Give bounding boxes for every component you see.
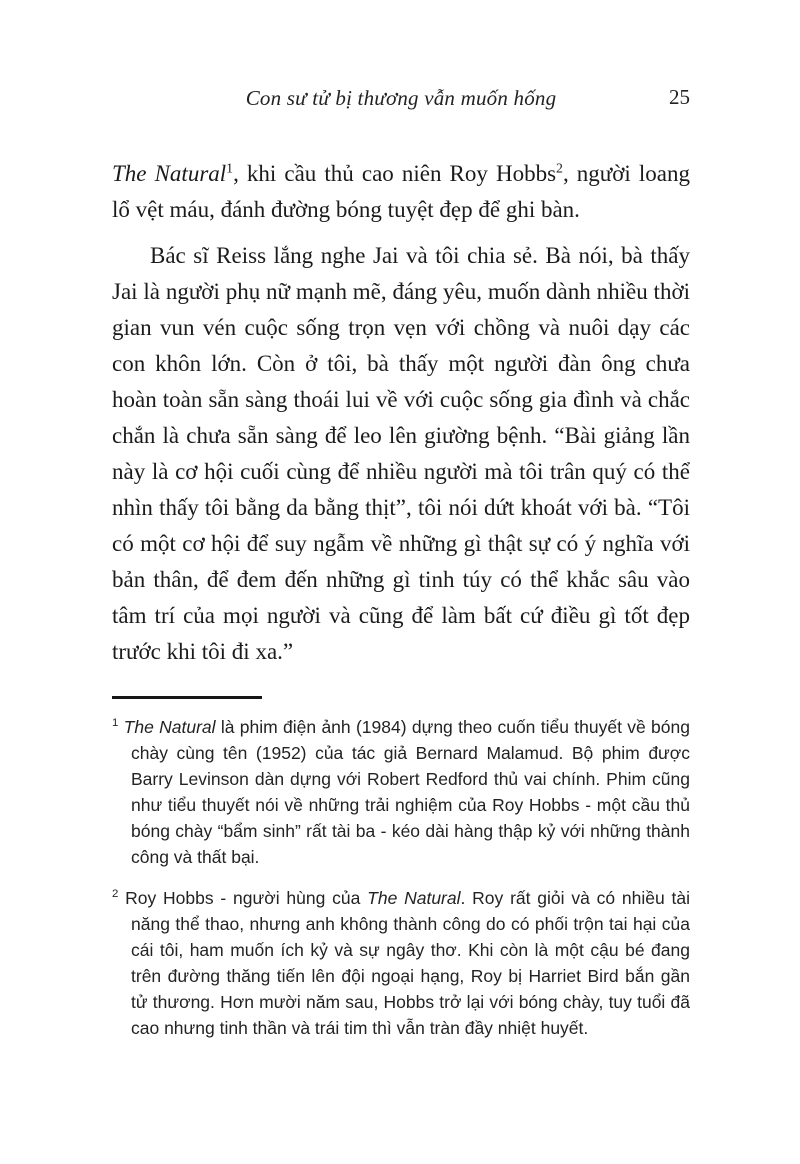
footnote-1: $^1$ The Natural là phim điện ảnh (1984) dựng theo cuốn tiểu thuyết về bóng chày cùng tên (1952) của tác giả Bernard Malamud. Bộ phim được Barry Levinson dàn dựng với Robert Redford thủ vai chính. Phim cũng như tiểu thuyết nói về những trải nghiệm của Roy Hobbs - một cầu thủ bóng chày “bẩm sinh” rất tài ba - kéo dài hàng thập kỷ với những thành công và thất bại.	[112, 717, 690, 867]
body-text	[112, 156, 690, 670]
footnotes	[112, 714, 690, 1041]
footnote-2: $^2$ Roy Hobbs - người hùng của The Natural. Roy rất giỏi và có nhiều tài năng thể thao, nhưng anh không thành công do có phối trộn tai hại của cái tôi, ham muốn ích kỷ và sự ngây thơ. Khi còn là một cậu bé đang trên đường thăng tiến lên đội ngoại hạng, Roy bị Harriet Bird bắn gần tử thương. Hơn mười năm sau, Hobbs trở lại với bóng chày, tuy tuổi đã cao nhưng tinh thần và trái tim thì vẫn tràn đầy nhiệt huyết.	[112, 888, 691, 1038]
page-header	[112, 86, 690, 116]
running-title: Con sư tử bị thương vẫn muốn hống	[245, 86, 557, 110]
footnote-separator	[112, 696, 262, 699]
page-number: 25	[669, 85, 690, 109]
body-paragraph-2: Bác sĩ Reiss lắng nghe Jai và tôi chia sẻ. Bà nói, bà thấy Jai là người phụ nữ mạnh mẽ, đáng yêu, muốn dành nhiều thời gian vun vén cuộc sống trọn vẹn với chồng và nuôi dạy các con khôn lớn. Còn ở tôi, bà thấy một người đàn ông chưa hoàn toàn sẵn sàng thoái lui về với cuộc sống gia đình và chắc chắn là chưa sẵn sàng để leo lên giường bệnh. “Bài giảng lần này là cơ hội cuối cùng để nhiều người mà tôi trân quý có thể nhìn thấy tôi bằng da bằng thịt”, tôi nói dứt khoát với bà. “Tôi có một cơ hội để suy ngẫm về những gì thật sự có ý nghĩa với bản thân, để đem đến những gì tinh túy có thể khắc sâu vào tâm trí của mọi người và cũng để làm bất cứ điều gì tốt đẹp trước khi tôi đi xa.”	[112, 243, 690, 664]
body-paragraph-1: The Natural$^1$, khi cầu thủ cao niên Roy Hobbs$^2$, người loang lổ vệt máu, đánh đường bóng tuyệt đẹp để ghi bàn.	[112, 160, 690, 222]
